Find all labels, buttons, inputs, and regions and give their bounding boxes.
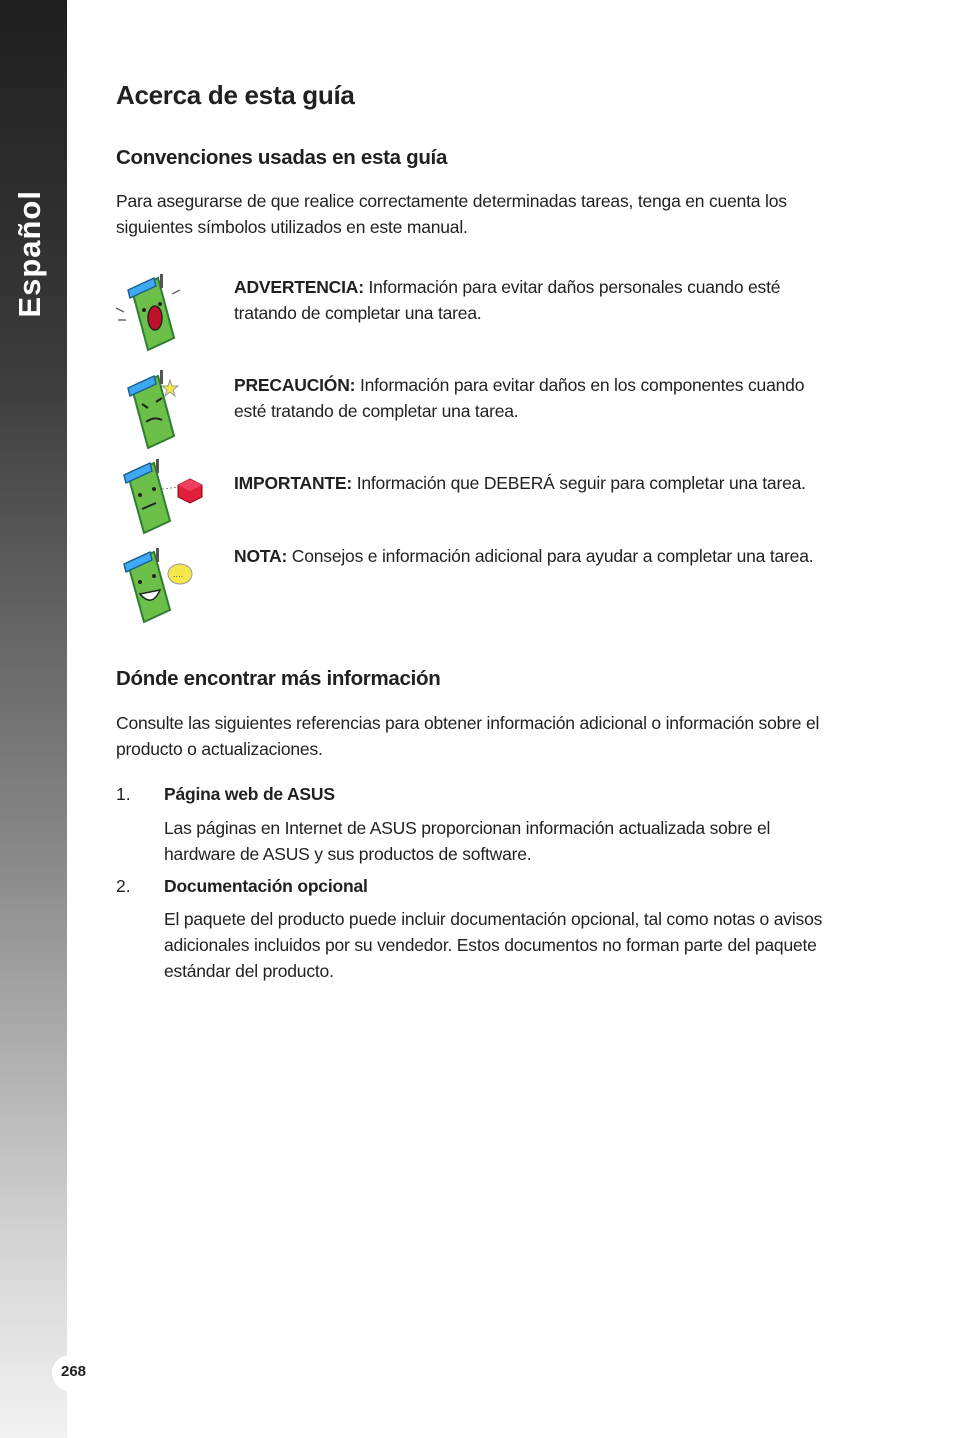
- warning-note: [234, 274, 834, 326]
- caution-note: [234, 372, 834, 424]
- more-info-intro: Consulte las siguientes referencias para obtener información adicional o información sobre el producto o actualizaciones.: [116, 713, 820, 759]
- caution-text: Información para evitar daños en los componentes cuando esté tratando de completar una tarea.: [234, 375, 805, 421]
- warning-card-icon: [110, 268, 190, 352]
- item-desc-optional-docs: El paquete del producto puede incluir documentación opcional, tal como notas o avisos adicionales incluidos por su vendedor. Estos documentos no forman parte del paquete estándar del producto.: [164, 909, 823, 981]
- important-note: [234, 470, 834, 496]
- item-title-optional-docs: Documentación opcional: [164, 876, 368, 896]
- important-text: Información que DEBERÁ seguir para completar una tarea.: [352, 473, 806, 493]
- note-note: [234, 543, 834, 569]
- page-number: 268: [61, 1363, 87, 1380]
- note-card-icon: [110, 544, 200, 624]
- warning-label: ADVERTENCIA:: [234, 277, 364, 297]
- note-text: Consejos e información adicional para ayudar a completar una tarea.: [287, 546, 814, 566]
- conventions-heading: Convenciones usadas en esta guía: [116, 146, 448, 169]
- item-desc-asus-web: Las páginas en Internet de ASUS proporcionan información actualizada sobre el hardware de ASUS y sus productos de software.: [164, 818, 771, 864]
- important-label: IMPORTANTE:: [234, 473, 353, 493]
- note-label: NOTA:: [234, 546, 288, 566]
- language-sidebar: [0, 0, 67, 1438]
- sidebar-language-label: Español: [12, 190, 47, 318]
- item-number: 2.: [116, 876, 131, 896]
- item-title-asus-web: Página web de ASUS: [164, 784, 335, 804]
- warning-text: Información para evitar daños personales cuando esté tratando de completar una tarea.: [234, 277, 781, 323]
- caution-label: PRECAUCIÓN:: [234, 375, 356, 395]
- caution-card-icon: [110, 366, 190, 450]
- conventions-intro: Para asegurarse de que realice correctamente determinadas tareas, tenga en cuenta los siguientes símbolos utilizados en este manual.: [116, 191, 787, 237]
- svg-text:....: ....: [173, 570, 184, 579]
- page-title: Acerca de esta guía: [116, 80, 355, 110]
- important-card-icon: [110, 455, 210, 535]
- more-info-heading: Dónde encontrar más información: [116, 667, 441, 690]
- item-number: 1.: [116, 784, 131, 804]
